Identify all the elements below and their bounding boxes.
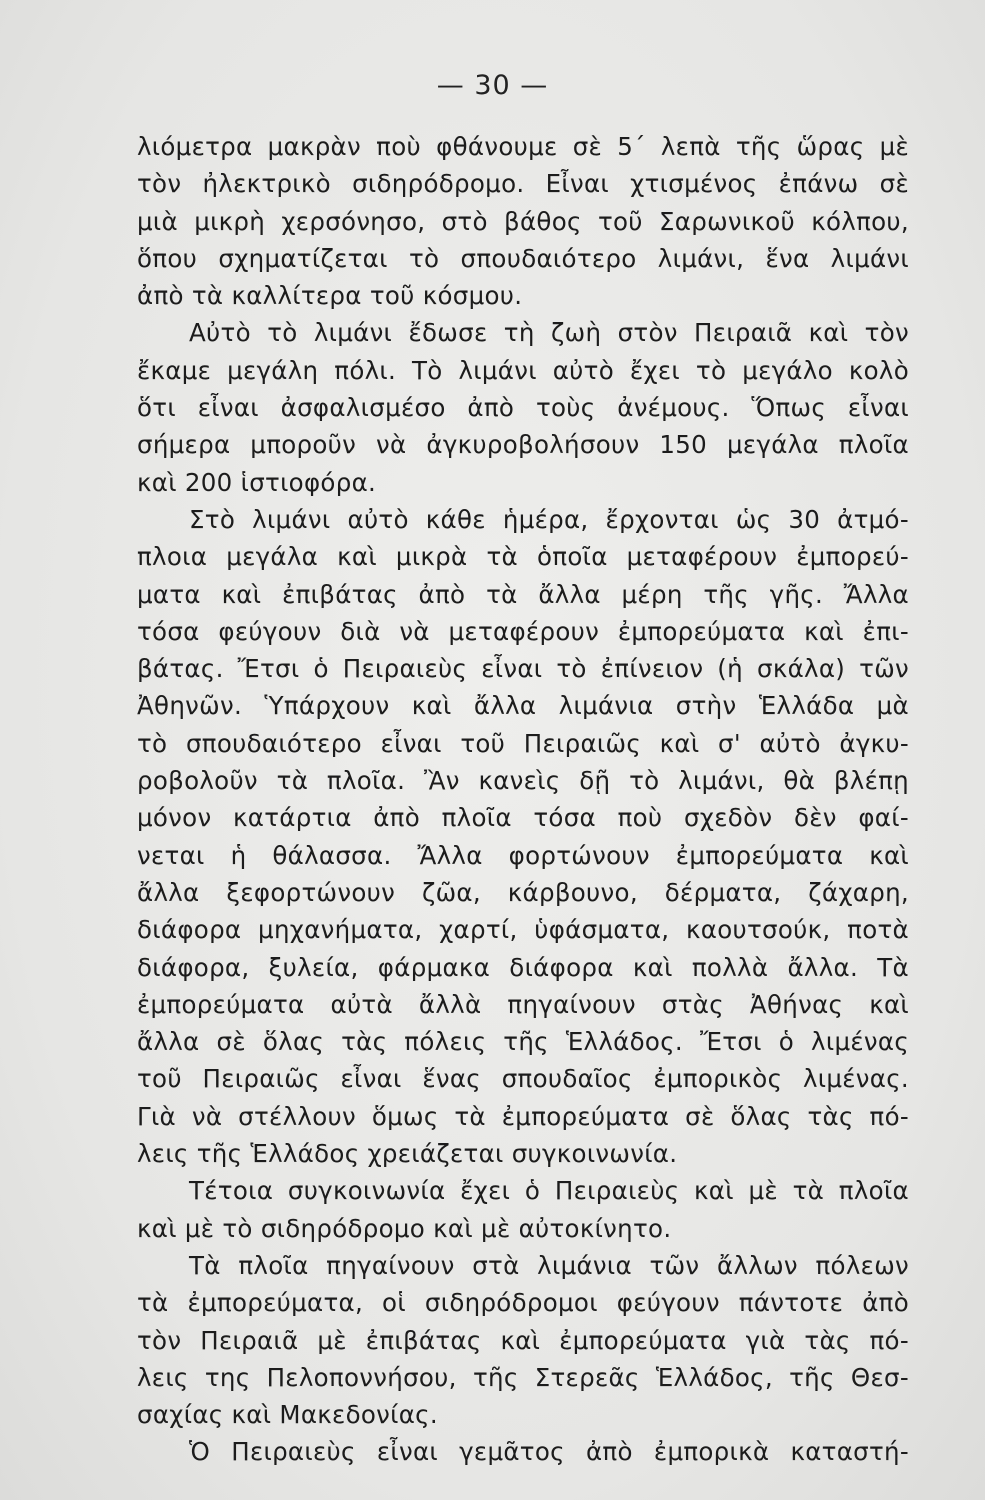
text-line: τὸν Πειραιᾶ μὲ ἐπιβάτας καὶ ἐμπορεύματα γιὰ τὰς πό- — [137, 1325, 909, 1355]
text-line: καὶ μὲ τὸ σιδηρόδρομο καὶ μὲ αὐτοκίνητο. — [137, 1213, 672, 1243]
text-line: τὰ ἐμπορεύματα, οἱ σιδηρόδρομοι φεύγουν πάντοτε ἀπὸ — [137, 1288, 909, 1318]
text-line: ἐμπορεύματα αὐτὰ ἄλλὰ πηγαίνουν στὰς Ἀθήνας καὶ — [137, 989, 909, 1019]
page-number: — 30 — — [436, 70, 549, 101]
text-line: πλοια μεγάλα καὶ μικρὰ τὰ ὁποῖα μεταφέρουν ἐμπορεύ- — [137, 542, 909, 572]
body-text — [137, 128, 909, 1471]
text-line: λεις της Πελοποννήσου, τῆς Στερεᾶς Ἑλλάδος, τῆς Θεσ- — [137, 1362, 909, 1392]
text-line: διάφορα, ξυλεία, φάρμακα διάφορα καὶ πολλὰ ἄλλα. Τὰ — [137, 952, 909, 982]
text-line: μιὰ μικρὴ χερσόνησο, στὸ βάθος τοῦ Σαρωνικοῦ κόλπου, — [137, 206, 909, 236]
text-line: Γιὰ νὰ στέλλουν ὅμως τὰ ἐμπορεύματα σὲ ὅλας τὰς πό- — [137, 1101, 909, 1131]
text-line: τοῦ Πειραιῶς εἶναι ἕνας σπουδαῖος ἐμπορικὸς λιμένας. — [137, 1064, 909, 1094]
text-line: μόνον κατάρτια ἀπὸ πλοῖα τόσα ποὺ σχεδὸν δὲν φαί- — [137, 803, 909, 833]
text-line: βάτας. Ἔτσι ὁ Πειραιεὺς εἶναι τὸ ἐπίνειον (ἡ σκάλα) τῶν — [137, 654, 909, 684]
text-line: διάφορα μηχανήματα, χαρτί, ὑφάσματα, καουτσούκ, ποτὰ — [137, 915, 909, 945]
text-line: ἀπὸ τὰ καλλίτερα τοῦ κόσμου. — [137, 281, 523, 311]
text-line: Στὸ λιμάνι αὐτὸ κάθε ἡμέρα, ἔρχονται ὡς 30 ἀτμό- — [189, 504, 909, 534]
text-line: καὶ 200 ἱστιοφόρα. — [137, 467, 377, 497]
text-line: Ὁ Πειραιεὺς εἶναι γεμᾶτος ἀπὸ ἐμπορικὰ καταστή- — [189, 1437, 909, 1467]
text-line: σήμερα μποροῦν νὰ ἀγκυροβολήσουν 150 μεγάλα πλοῖα — [137, 430, 909, 460]
text-line: ἄλλα ξεφορτώνουν ζῶα, κάρβουνο, δέρματα, ζάχαρη, — [137, 877, 909, 907]
text-line: ὅτι εἶναι ἀσφαλισμέσο ἀπὸ τοὺς ἀνέμους. Ὅπως εἶναι — [137, 393, 909, 423]
text-line: Αὐτὸ τὸ λιμάνι ἔδωσε τὴ ζωὴ στὸν Πειραιᾶ καὶ τὸν — [189, 318, 909, 348]
text-line: τὸ σπουδαιότερο εἶναι τοῦ Πειραιῶς καὶ σ' αὐτὸ ἀγκυ- — [137, 728, 909, 758]
text-line: λεις τῆς Ἑλλάδος χρειάζεται συγκοινωνία. — [137, 1139, 678, 1169]
text-line: ὅπου σχηματίζεται τὸ σπουδαιότερο λιμάνι, ἕνα λιμάνι — [137, 243, 909, 273]
text-line: νεται ἡ θάλασσα. Ἄλλα φορτώνουν ἐμπορεύματα καὶ — [137, 840, 909, 870]
text-line: ματα καὶ ἐπιβάτας ἀπὸ τὰ ἄλλα μέρη τῆς γῆς. Ἄλλα — [137, 579, 909, 609]
text-line: ἔκαμε μεγάλη πόλι. Τὸ λιμάνι αὐτὸ ἔχει τὸ μεγάλο κολὸ — [137, 355, 909, 385]
text-line: Ἀθηνῶν. Ὑπάρχουν καὶ ἄλλα λιμάνια στὴν Ἑλλάδα μὰ — [137, 691, 909, 721]
text-line: Τὰ πλοῖα πηγαίνουν στὰ λιμάνια τῶν ἄλλων πόλεων — [189, 1250, 909, 1280]
text-line: σαχίας καὶ Μακεδονίας. — [137, 1400, 438, 1430]
text-line: Τέτοια συγκοινωνία ἔχει ὁ Πειραιεὺς καὶ μὲ τὰ πλοῖα — [189, 1176, 909, 1206]
text-line: ροβολοῦν τὰ πλοῖα. Ἂν κανεὶς δῇ τὸ λιμάνι, θὰ βλέπῃ — [137, 766, 909, 796]
text-line: τόσα φεύγουν διὰ νὰ μεταφέρουν ἐμπορεύματα καὶ ἐπι- — [137, 616, 909, 646]
text-line: λιόμετρα μακρὰν ποὺ φθάνουμε σὲ 5΄ λεπὰ τῆς ὥρας μὲ — [137, 132, 909, 161]
text-line: ἄλλα σὲ ὅλας τὰς πόλεις τῆς Ἑλλάδος. Ἔτσι ὁ λιμένας — [137, 1027, 909, 1057]
text-line: τὸν ἠλεκτρικὸ σιδηρόδρομο. Εἶναι χτισμένος ἐπάνω σὲ — [137, 169, 909, 199]
